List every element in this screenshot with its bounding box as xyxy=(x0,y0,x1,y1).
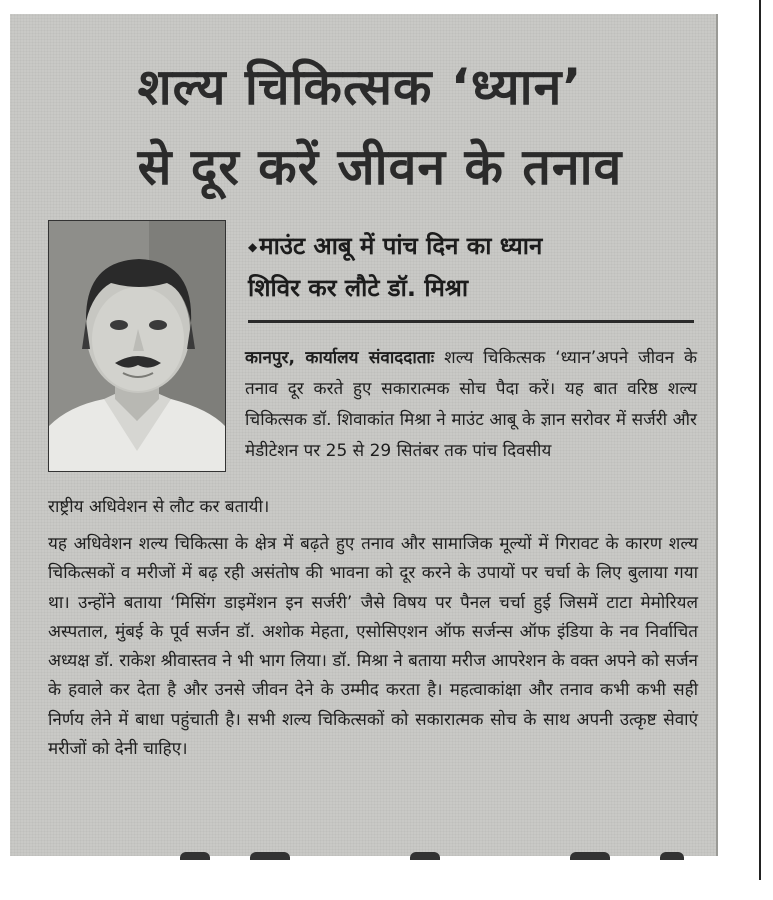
subheadline-line-2: शिविर कर लौटे डॉ. मिश्रा xyxy=(248,273,469,302)
portrait-photo xyxy=(48,220,226,472)
subheadline-line-1 xyxy=(248,226,688,268)
article-paragraph-1 xyxy=(245,343,697,467)
cropped-next-article xyxy=(10,846,710,860)
bullet-icon: ◆ xyxy=(248,239,258,254)
subheadline xyxy=(248,226,688,309)
section-divider xyxy=(248,320,694,323)
article-paragraph-2: यह अधिवेशन शल्य चिकित्सा के क्षेत्र में बढ़ते हुए तनाव और सामाजिक मूल्यों में गिरावट के कारण शल्य चिकित्सकों व मरीजों में बढ़ रही असंतोष की भावना को दूर करने के उपायों पर चर्चा के लिए बुलाया गया था। उन्होंने बताया ‘मिसिंग डाइमेंशन इन सर्जरी’ जैसे विषय पर पैनल चर्चा हुई जिसमें टाटा मेमोरियल अस्पताल, मुंबई के पूर्व सर्जन डॉ. अशोक मेहता, एसोसिएशन ऑफ सर्जन्स ऑफ इंडिया के नव निर्वाचित अध्यक्ष डॉ. राकेश श्रीवास्तव ने भी भाग लिया। डॉ. मिश्रा ने बताया मरीज आपरेशन के वक्त अपने को सर्जन के हवाले कर देता है और उनसे जीवन देने के उम्मीद करता है। महत्वाकांक्षा और तनाव कभी कभी सही निर्णय लेने में बाधा पहुंचाती है। सभी शल्य चिकित्सकों को सकारात्मक सोच के साथ अपनी उत्कृष्ट सेवाएं मरीजों को देनी चाहिए। xyxy=(48,534,698,760)
article-paragraph-1-end: राष्ट्रीय अधिवेशन से लौट कर बतायी। xyxy=(48,497,270,517)
scan-edge xyxy=(759,0,761,880)
subheadline-text-1: माउंट आबू में पांच दिन का ध्यान xyxy=(259,232,543,260)
portrait-illustration xyxy=(49,221,225,471)
headline-line-2: से दूर करें जीवन के तनाव xyxy=(137,138,623,196)
headline-line-1: शल्य चिकित्सक ‘ध्यान’ xyxy=(137,58,583,116)
paragraph-1-text: शल्य चिकित्सक ‘ध्यान’अपने जीवन के तनाव दूर करते हुए सकारात्मक सोच पैदा करें। यह बात वरिष्ठ शल्य चिकित्सक डॉ. शिवाकांत मिश्रा ने माउंट आबू के ज्ञान सरोवर में सर्जरी और मेडीटेशन पर 25 से 29 सितंबर तक पांच दिवसीय xyxy=(245,348,697,461)
dateline: कानपुर, कार्यालय संवाददाताः xyxy=(245,348,435,368)
